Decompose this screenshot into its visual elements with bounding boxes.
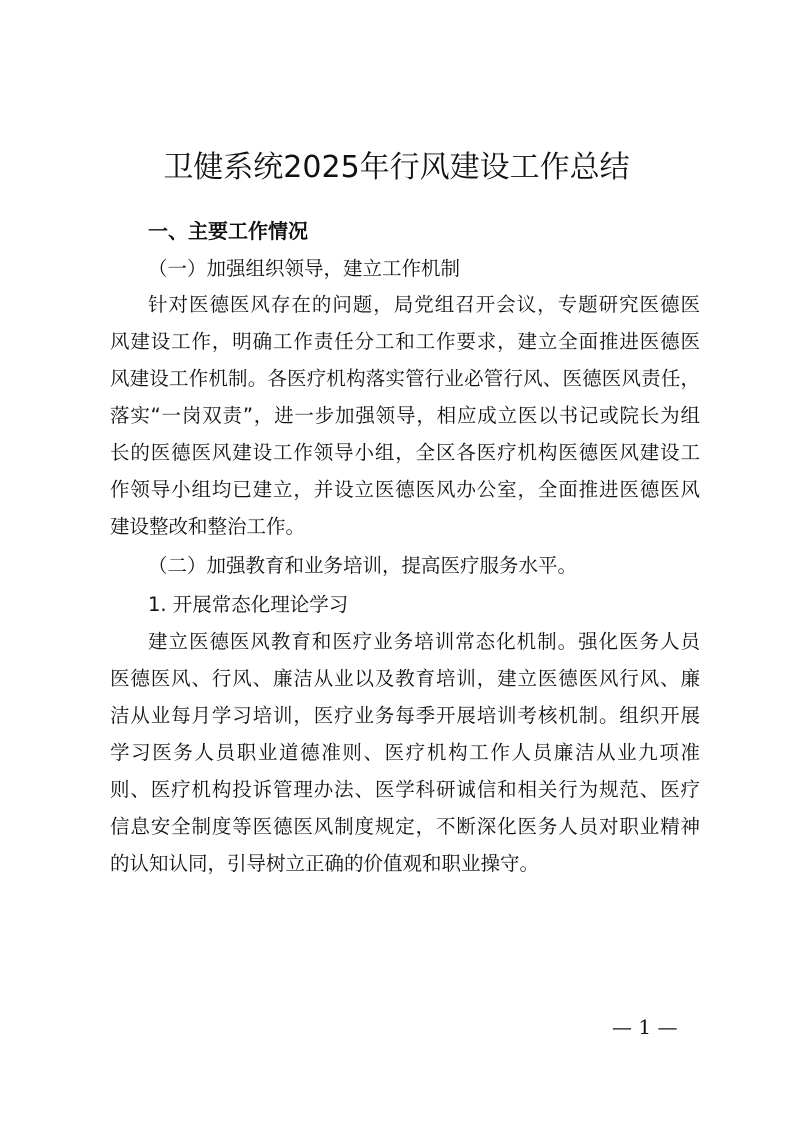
paragraph-line: 建立医德医风教育和医疗业务培训常态化机制。强化医务人员 <box>148 630 700 653</box>
paragraph-line: 落实“一岗双责”，进一步加强领导，相应成立医以书记或院长为组 <box>110 404 700 427</box>
paragraph-line: 的认知认同，引导树立正确的价值观和职业操守。 <box>110 852 540 875</box>
paragraph-line: 长的医德医风建设工作领导小组，全区各医疗机构医德医风建设工 <box>110 441 700 464</box>
paragraph-line: 学习医务人员职业道德准则、医疗机构工作人员廉洁从业九项准 <box>110 741 700 764</box>
paragraph-line: 针对医德医风存在的问题，局党组召开会议，专题研究医德医 <box>148 293 700 316</box>
paragraph-line: 信息安全制度等医德医风制度规定，不断深化医务人员对职业精神 <box>110 815 700 838</box>
subsection-heading-training: （二）加强教育和业务培训，提高医疗服务水平。 <box>148 554 578 577</box>
paragraph-line: 医德医风、行风、廉洁从业以及教育培训，建立医德医风行风、廉 <box>110 667 700 690</box>
paragraph-line: 风建设工作，明确工作责任分工和工作要求，建立全面推进医德医 <box>110 330 700 353</box>
paragraph-line: 作领导小组均已建立，并设立医德医风办公室，全面推进医德医风 <box>110 478 700 501</box>
paragraph-line: 洁从业每月学习培训，医疗业务每季开展培训考核机制。组织开展 <box>110 704 700 727</box>
paragraph-line: 风建设工作机制。各医疗机构落实管行业必管行风、医德医风责任， <box>110 367 700 390</box>
subsection-heading-organization: （一）加强组织领导，建立工作机制 <box>148 257 461 280</box>
document-title: 卫健系统2025年行风建设工作总结 <box>163 150 630 185</box>
item-heading-theory-study: 1. 开展常态化理论学习 <box>148 593 349 616</box>
section-heading-main-work: 一、主要工作情况 <box>148 219 308 243</box>
paragraph-line: 则、医疗机构投诉管理办法、医学科研诚信和相关行为规范、医疗 <box>110 778 700 801</box>
page-number: — 1 — <box>612 1015 678 1039</box>
paragraph-line: 建设整改和整治工作。 <box>110 515 306 538</box>
